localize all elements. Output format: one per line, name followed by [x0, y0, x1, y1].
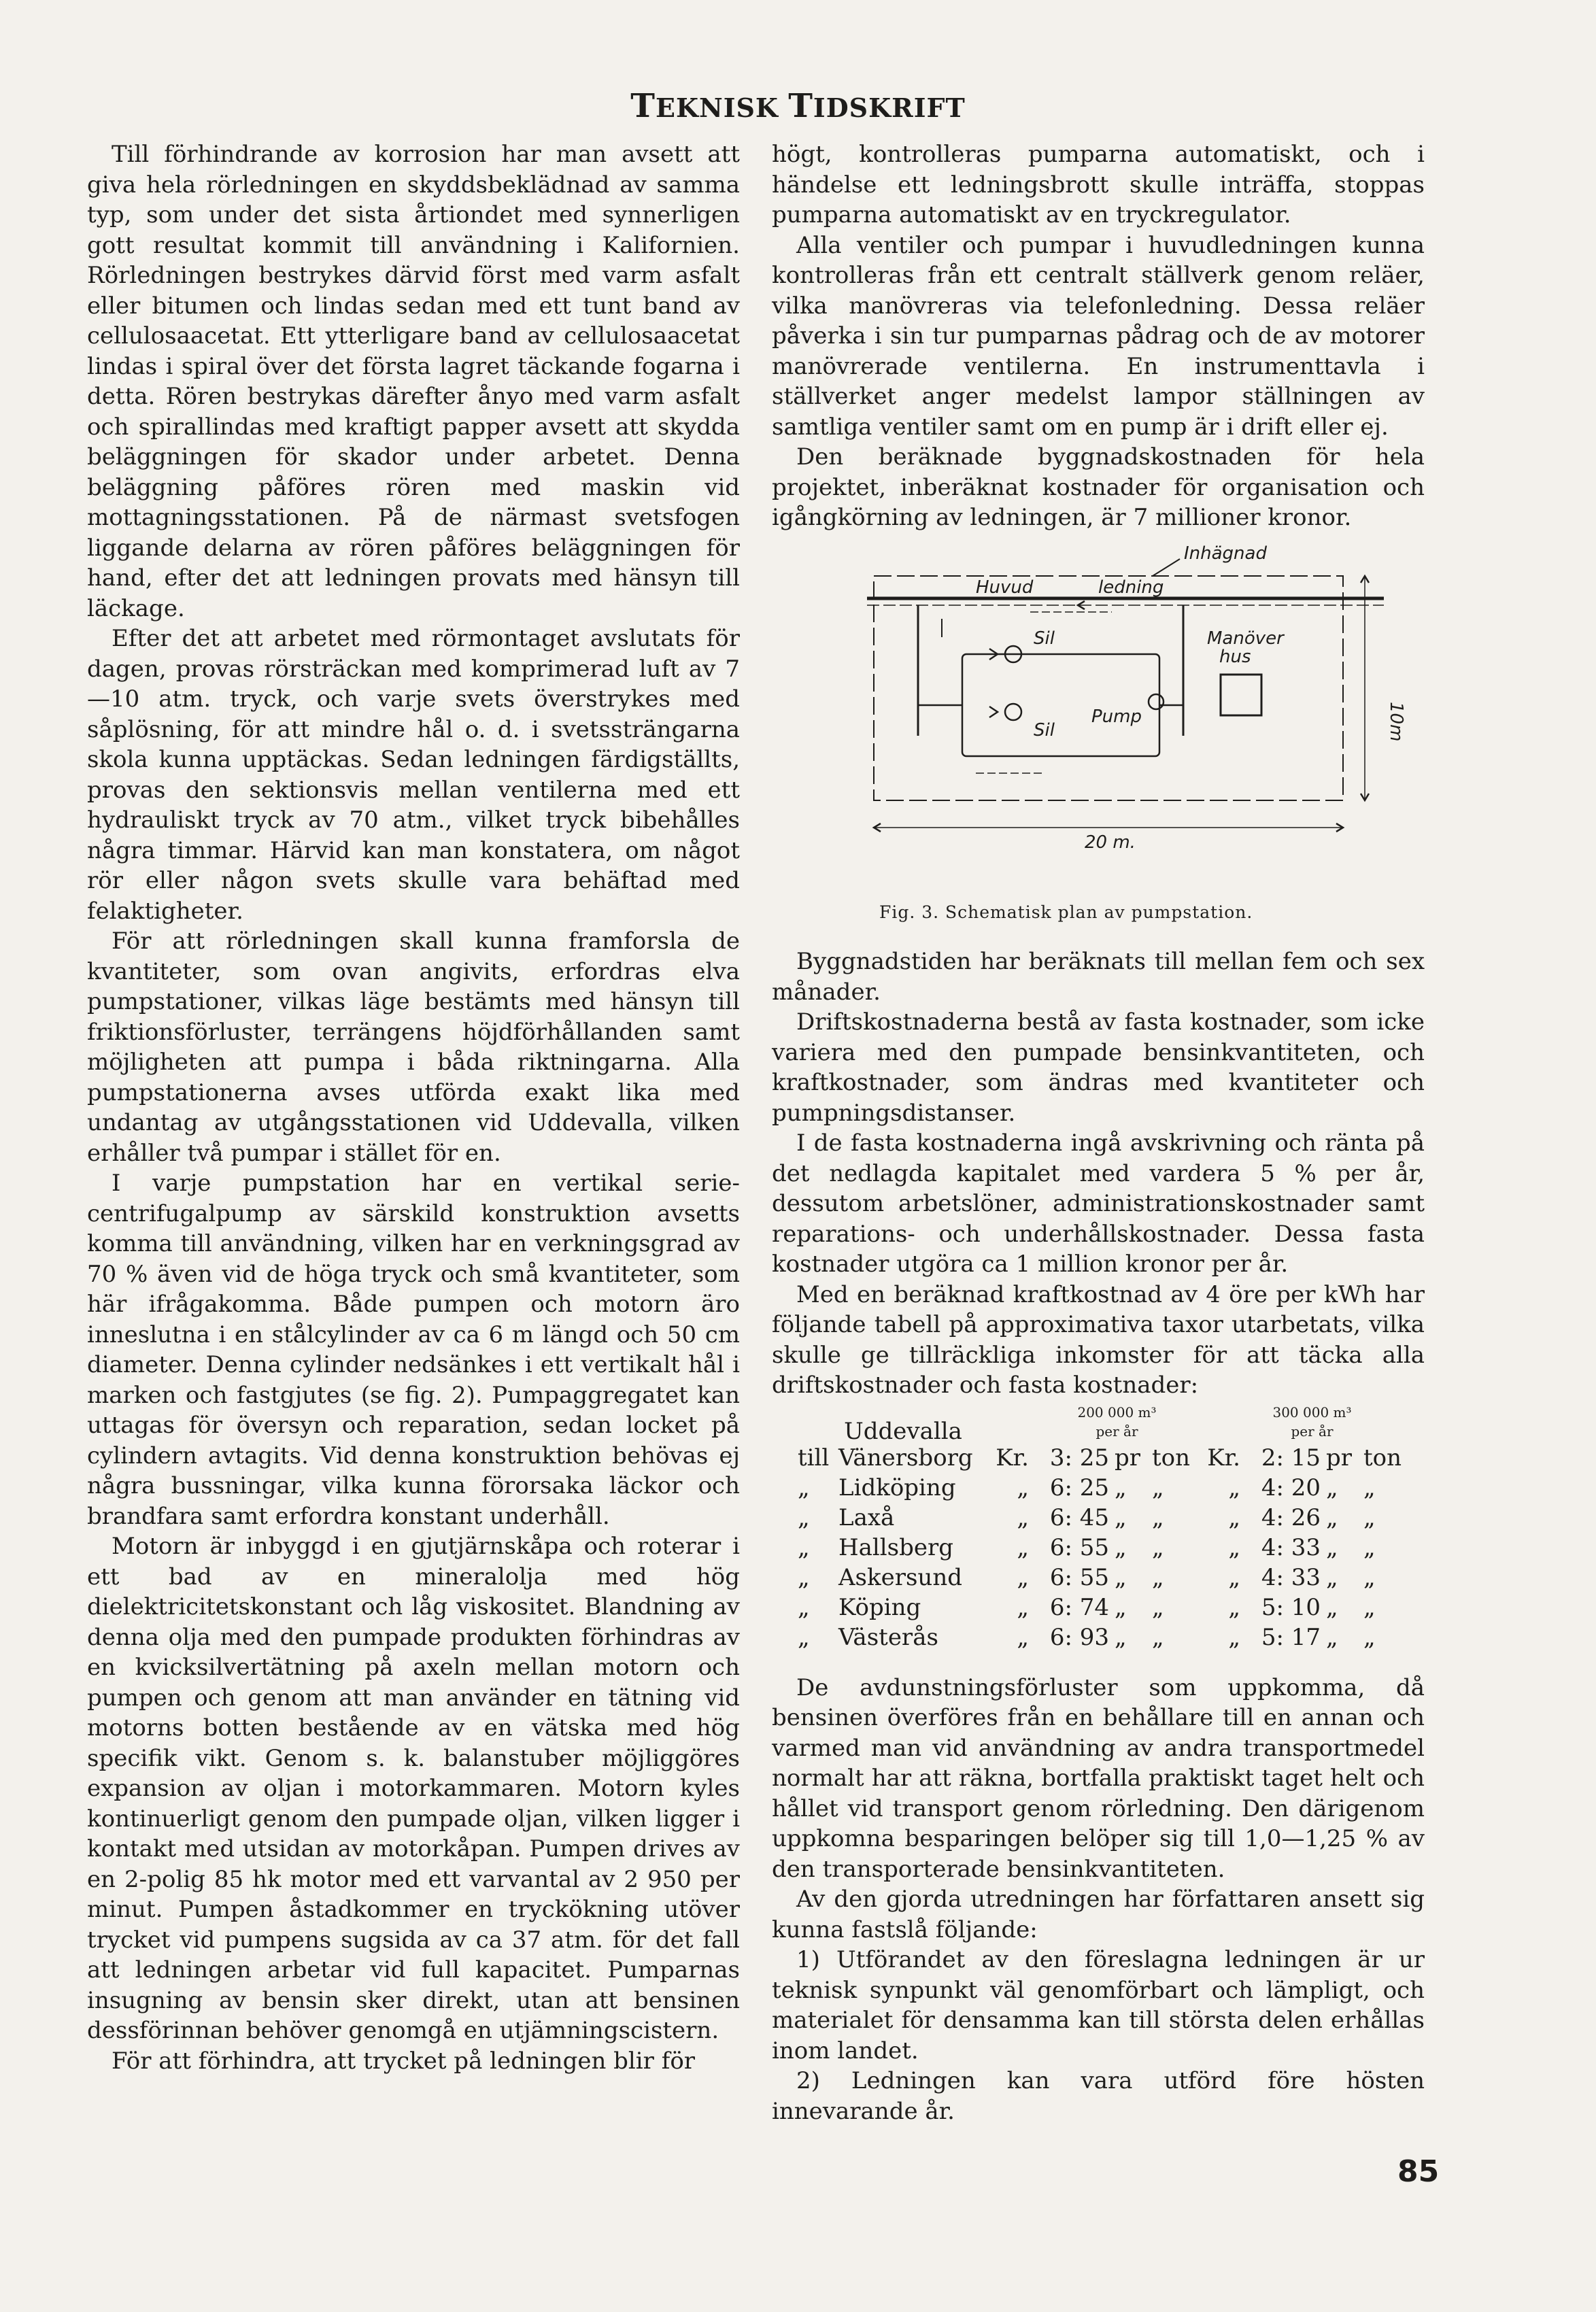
paragraph: Till förhindrande av korrosion har man avsett att giva hela rörledningen en skyddsbeklädnad av samma typ, som under det sista årtiondet med synnerligen gott resultat kommit till användning i Kalifornien. Rörledningen bestrykes därvid först med varm asfalt eller bitumen och lindas sedan med ett tunt band av cellulosaacetat. Ett ytterligare band av cellulosaacetat lindas i spiral över det första lagret täckande fogarna i detta. Rören bestrykas därefter ånyo med varm asfalt och spirallindas med kraftigt papper avsett att skydda beläggningen för skador under arbetet. Denna beläggning påföres rören med maskin vid mottagningsstationen. På de närmast svetsfogen liggande delarna av rören påföres beläggningen för hand, efter det att ledningen provats med hänsyn till läckage. [87, 141, 740, 622]
table-cell-u1b: „ [1152, 1593, 1164, 1621]
table-cell-v2: 4: 33 [1261, 1533, 1321, 1561]
table-header-row-2 [772, 1420, 1425, 1443]
paragraph: 2) Ledningen kan vara utförd före hösten innevarande år. [772, 2067, 1425, 2125]
table-cell-u1a: „ [1115, 1593, 1127, 1621]
table-cell-u2a: „ [1326, 1623, 1338, 1651]
table-cell-prefix: „ [798, 1503, 810, 1531]
table-cell-v1: 6: 25 [1049, 1474, 1109, 1501]
table-cell-v1: 3: 25 [1049, 1444, 1109, 1472]
table-cell-cur1: Kr. [996, 1444, 1029, 1472]
paragraph-last: För att förhindra, att trycket på ledningen blir för [112, 2047, 696, 2075]
tariff-rows [772, 1443, 1425, 1652]
header-cap-1: T [630, 87, 656, 125]
col-header-2b: per år [1291, 1423, 1334, 1440]
label-height: 10m [1386, 701, 1406, 741]
table-cell-u1b: „ [1152, 1563, 1164, 1591]
table-cell-u2b: „ [1363, 1503, 1376, 1531]
table-cell-u1a: „ [1115, 1623, 1127, 1651]
table-cell-cur2: Kr. [1207, 1444, 1240, 1472]
table-cell-cur2: „ [1228, 1563, 1240, 1591]
table-row [772, 1503, 1425, 1533]
table-cell-v2: 4: 26 [1261, 1503, 1321, 1531]
table-cell-u2a: pr [1326, 1444, 1353, 1472]
paragraph: De avdunstningsförluster som uppkomma, då bensinen överföres från en behållare till en annan och varmed man vid användning av andra transportmedel normalt har att räkna, bortfalla praktiskt taget helt och hållet vid transport genom rörledning. Den därigenom uppkomna besparingen belöper sig till 1,0—1,25 % av den transporterade bensinkvantiteten. [772, 1673, 1425, 1883]
table-cell-cur1: „ [1017, 1503, 1029, 1531]
table-cell-u1b: ton [1152, 1444, 1191, 1472]
table-cell-u1b: „ [1152, 1474, 1164, 1501]
paragraph: Driftskostnaderna bestå av fasta kostnader, som icke variera med den pumpade bensinkvantiteten, och kraftkostnader, som ändras med kvantiteter och pumpningsdistanser. [772, 1008, 1425, 1127]
table-cell-u1a: „ [1115, 1533, 1127, 1561]
table-cell-u2a: „ [1326, 1593, 1338, 1621]
table-cell-v1: 6: 45 [1049, 1503, 1109, 1531]
table-cell-prefix: „ [798, 1533, 810, 1561]
table-cell-place: Lidköping [838, 1474, 956, 1501]
pump-station-diagram [772, 539, 1425, 906]
table-cell-v1: 6: 55 [1049, 1563, 1109, 1591]
table-cell-u2b: „ [1363, 1593, 1376, 1621]
table-cell-u1a: „ [1115, 1474, 1127, 1501]
table-row [772, 1473, 1425, 1503]
pump-station-figure [772, 539, 1425, 906]
table-cell-cur2: „ [1228, 1533, 1240, 1561]
table-cell-u1a: „ [1115, 1503, 1127, 1531]
table-row [772, 1563, 1425, 1593]
paragraph: I de fasta kostnaderna ingå avskrivning och ränta på det nedlagda kapitalet med vardera 5 % per år, dessutom arbetslöner, administrationskostnader samt reparations- och underhållskostnader. Dessa fasta kostnader utgöra ca 1 million kronor per år. [772, 1129, 1425, 1278]
paragraph: Av den gjorda utredningen har författaren ansett sig kunna fastslå följande: [772, 1886, 1425, 1943]
table-cell-u2b: „ [1363, 1533, 1376, 1561]
table-cell-u2a: „ [1326, 1563, 1338, 1591]
label-fence: Inhägnad [1184, 543, 1267, 564]
figure-caption: Fig. 3. Schematisk plan av pumpstation. [879, 902, 1253, 922]
table-cell-place: Askersund [838, 1563, 962, 1591]
label-pump: Pump [1091, 706, 1142, 727]
right-column [772, 139, 1425, 2126]
table-cell-v1: 6: 93 [1049, 1623, 1109, 1651]
table-cell-prefix: „ [798, 1593, 810, 1621]
paragraph: För att rörledningen skall kunna framforsla de kvantiteter, som ovan angivits, erfordras elva pumpstationer, vilkas läge bestämts med hänsyn till friktionsförluster, terrängens höjdförhållanden samt möjligheten att pumpa i båda riktningarna. Alla pumpstationerna avses utförda exakt lika med undantag av utgångsstationen vid Uddevalla, vilken erhåller två pumpar i stället för en. [87, 928, 740, 1167]
table-cell-place: Hallsberg [838, 1533, 954, 1561]
paragraph: I varje pumpstation har en vertikal serie-centrifugalpump av särskild konstruktion avsetts komma till användning, vilken har en verkningsgrad av 70 % även vid de höga tryck och små kvantiteter, som här ifrågakomma. Både pumpen och motorn äro inneslutna i en stålcylinder av ca 6 m längd och 50 cm diameter. Denna cylinder nedsänkes i ett vertikalt hål i marken och fastgjutes (se fig. 2). Pumpaggregatet kan uttagas för översyn och reparation, sedan locket på cylindern avtagits. Vid denna konstruktion behövas ej några bussningar, vilka kunna förorsaka läckor och brandfara samt erfordra konstant underhåll. [87, 1170, 740, 1530]
table-row [772, 1443, 1425, 1473]
label-main-2: ledning [1098, 577, 1164, 598]
table-cell-place: Västerås [838, 1623, 938, 1651]
table-cell-place: Köping [838, 1593, 921, 1621]
header-rest-2: IDSKRIFT [813, 92, 966, 123]
paragraph: Den beräknade byggnadskostnaden för hela projektet, inberäknat kostnader för organisation och igångkörning av ledningen, är 7 millioner kronor. [772, 443, 1425, 531]
table-cell-u1a: pr [1115, 1444, 1141, 1472]
tariff-table [772, 1405, 1425, 1652]
table-cell-v2: 5: 17 [1261, 1623, 1321, 1651]
col-header-2a: 300 000 m³ [1272, 1404, 1352, 1421]
page-number: 85 [1397, 2154, 1440, 2189]
table-cell-cur2: „ [1228, 1503, 1240, 1531]
paragraph: Motorn är inbyggd i en gjutjärnskåpa och roterar i ett bad av en mineralolja med hög dielektricitetskonstant och låg viskositet. Blandning av denna olja med den pumpade produkten förhindras av en kvicksilvertätning på axeln mellan motorn och pumpen och genom att man använder en tätning vid motorns botten bestående av en vätska med hög specifik vikt. Genom s. k. balanstuber möjliggöres expansion av oljan i motorkammaren. Motorn kyles kontinuerligt genom den pumpade oljan, vilken ligger i kontakt med utsidan av motorkåpan. Pumpen drives av en 2-polig 85 hk motor med ett varvantal av 2 950 per minut. Pumpen åstadkommer en tryckökning utöver trycket vid pumpens sugsida av ca 37 atm. för det fall att ledningen arbetar vid full kapacitet. Pumparnas insugning av bensin sker direkt, utan att bensinen dessförinnan behöver genomgå en utjämningscistern. [87, 1533, 740, 2044]
table-cell-cur1: „ [1017, 1563, 1029, 1591]
table-cell-u1b: „ [1152, 1623, 1164, 1651]
header-rest-1: EKNISK [655, 92, 779, 123]
table-cell-v1: 6: 74 [1049, 1593, 1109, 1621]
table-row [772, 1533, 1425, 1563]
table-cell-v2: 5: 10 [1261, 1593, 1321, 1621]
table-cell-prefix: „ [798, 1474, 810, 1501]
table-cell-u1a: „ [1115, 1563, 1127, 1591]
table-cell-prefix: till [798, 1444, 830, 1472]
paragraph: Alla ventiler och pumpar i huvudledningen kunna kontrolleras från ett centralt ställverk genom reläer, vilka manövreras via telefonledning. Dessa reläer påverka i sin tur pumparnas pådrag och de av motorer manövrerade ventilerna. En instrumenttavla i ställverket anger medelst lampor ställningen av samtliga ventiler samt om en pump är i drift eller ej. [772, 231, 1425, 441]
label-width: 20 m. [1085, 832, 1136, 853]
table-cell-v2: 2: 15 [1261, 1444, 1321, 1472]
table-cell-place: Vänersborg [838, 1444, 973, 1472]
table-cell-u1b: „ [1152, 1503, 1164, 1531]
table-cell-u2b: ton [1363, 1444, 1402, 1472]
table-cell-u2b: „ [1363, 1623, 1376, 1651]
header-cap-2: T [788, 87, 813, 125]
table-cell-u2a: „ [1326, 1474, 1338, 1501]
col-header-1a: 200 000 m³ [1077, 1404, 1157, 1421]
journal-header [0, 87, 1596, 125]
table-cell-prefix: „ [798, 1623, 810, 1651]
table-cell-cur1: „ [1017, 1474, 1029, 1501]
table-cell-u1b: „ [1152, 1533, 1164, 1561]
table-cell-cur2: „ [1228, 1623, 1240, 1651]
paragraph: Efter det att arbetet med rörmontaget avslutats för dagen, provas rörsträckan med komprimerad luft av 7—10 atm. tryck, och varje svets överstrykes med såplösning, för att mindre hål o. d. i svetssträngarna skola kunna upptäckas. Sedan ledningen färdigställts, provas den sektionsvis mellan ventilerna med ett hydrauliskt tryck av 70 atm., vilket tryck bibehålles några timmar. Härvid kan man konstatera, om något rör eller någon svets skulle vara behäftad med felaktigheter. [87, 625, 740, 925]
paragraph: 1) Utförandet av den föreslagna ledningen är ur teknisk synpunkt väl genomförbart och lämpligt, och materialet för densamma kan till största delen erhållas inom landet. [772, 1946, 1425, 2064]
table-cell-cur1: „ [1017, 1533, 1029, 1561]
table-cell-cur2: „ [1228, 1474, 1240, 1501]
col-header-1b: per år [1096, 1423, 1138, 1440]
table-cell-cur1: „ [1017, 1593, 1029, 1621]
table-cell-prefix: „ [798, 1563, 810, 1591]
table-cell-u2b: „ [1363, 1563, 1376, 1591]
origin-label: Uddevalla [844, 1417, 962, 1445]
paragraph: Byggnadstiden har beräknats till mellan fem och sex månader. [772, 948, 1425, 1006]
label-main-1: Huvud [976, 577, 1034, 598]
table-cell-v2: 4: 20 [1261, 1474, 1321, 1501]
table-cell-u2b: „ [1363, 1474, 1376, 1501]
left-column [87, 139, 740, 2076]
table-cell-place: Laxå [838, 1503, 895, 1531]
table-row [772, 1622, 1425, 1652]
label-control-1: Manöver [1207, 628, 1284, 649]
table-cell-cur2: „ [1228, 1593, 1240, 1621]
label-sil-2: Sil [1034, 719, 1055, 741]
table-cell-u2a: „ [1326, 1503, 1338, 1531]
paragraph: Med en beräknad kraftkostnad av 4 öre per kWh har följande tabell på approximativa taxor utarbetats, vilka skulle ge tillräckliga inkomster för att täcka alla driftskostnader och fasta kostnader: [772, 1280, 1425, 1399]
table-row [772, 1593, 1425, 1622]
label-sil-1: Sil [1034, 628, 1055, 649]
table-cell-u2a: „ [1326, 1533, 1338, 1561]
table-cell-v1: 6: 55 [1049, 1533, 1109, 1561]
paragraph: högt, kontrolleras pumparna automatiskt, och i händelse ett ledningsbrott skulle inträffa, stoppas pumparna automatiskt av en tryckregulator. [772, 141, 1425, 228]
table-cell-v2: 4: 33 [1261, 1563, 1321, 1591]
table-cell-cur1: „ [1017, 1623, 1029, 1651]
label-control-2: hus [1219, 646, 1251, 667]
